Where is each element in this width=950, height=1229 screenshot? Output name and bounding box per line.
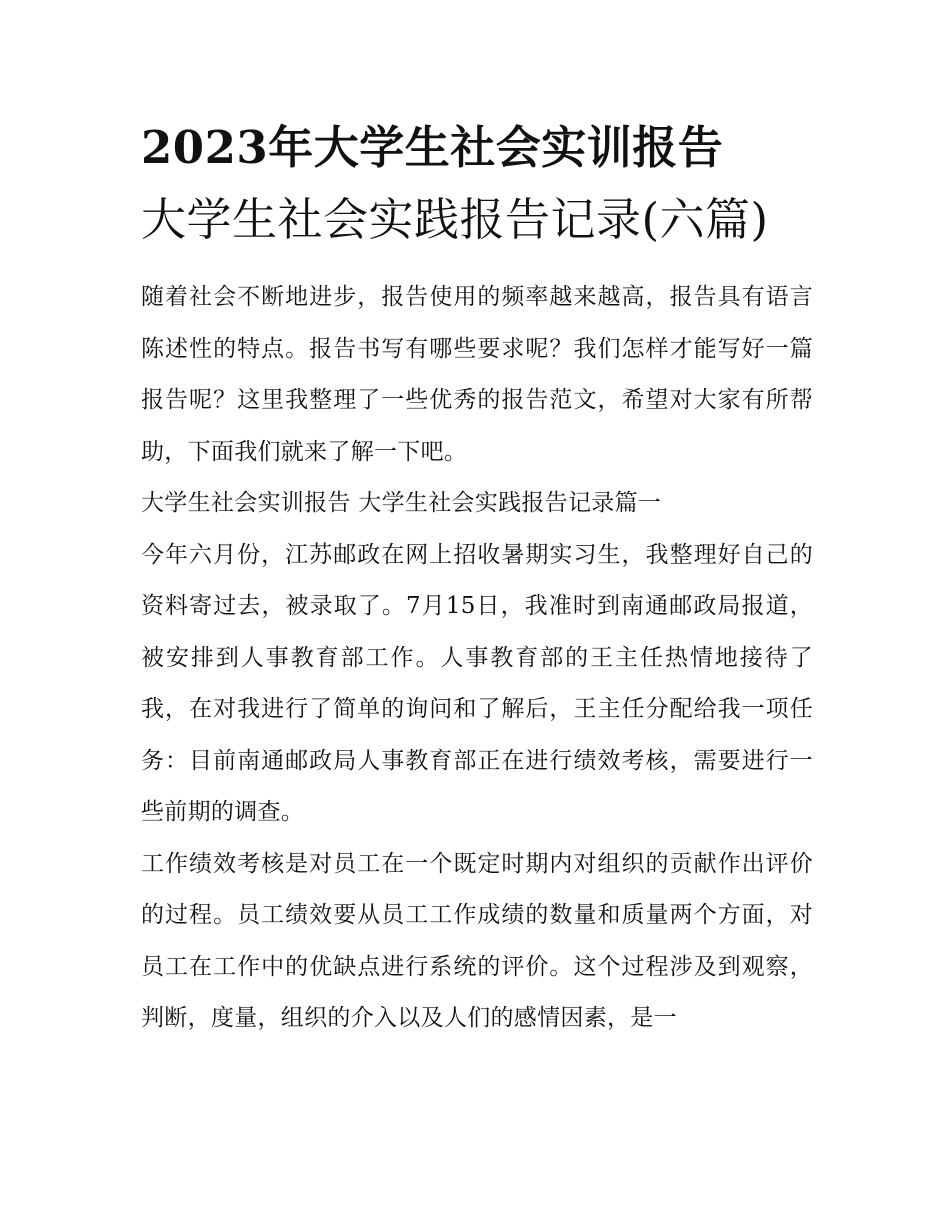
document-title xyxy=(141,112,813,256)
section-heading: 大学生社会实训报告 大学生社会实践报告记录篇一 xyxy=(141,490,662,516)
intro-paragraph: 随着社会不断地进步，报告使用的频率越来越高，报告具有语言陈述性的特点。报告书写有哪些要求呢？我们怎样才能写好一篇报告呢？这里我整理了一些优秀的报告范文，希望对大家有所帮助，下面我们就来了解一下吧。 xyxy=(141,284,813,465)
body-paragraph-2: 工作绩效考核是对员工在一个既定时期内对组织的贡献作出评价的过程。员工绩效要从员工工作成绩的数量和质量两个方面，对员工在工作中的优缺点进行系统的评价。这个过程涉及到观察，判断，度量，组织的介入以及人们的感情因素，是一 xyxy=(141,850,813,1031)
body-paragraph-1: 今年六月份，江苏邮政在网上招收暑期实习生，我整理好自己的资料寄过去，被录取了。7月15日，我准时到南通邮政局报道，被安排到人事教育部工作。人事教育部的王主任热情地接待了我，在对我进行了简单的询问和了解后，王主任分配给我一项任务：目前南通邮政局人事教育部正在进行绩效考核，需要进行一些前期的调查。 xyxy=(141,541,813,825)
title-line-1: 2023年大学生社会实训报告 xyxy=(141,121,724,174)
document-body xyxy=(141,112,813,1045)
title-line-2: 大学生社会实践报告记录(六篇) xyxy=(141,193,769,246)
